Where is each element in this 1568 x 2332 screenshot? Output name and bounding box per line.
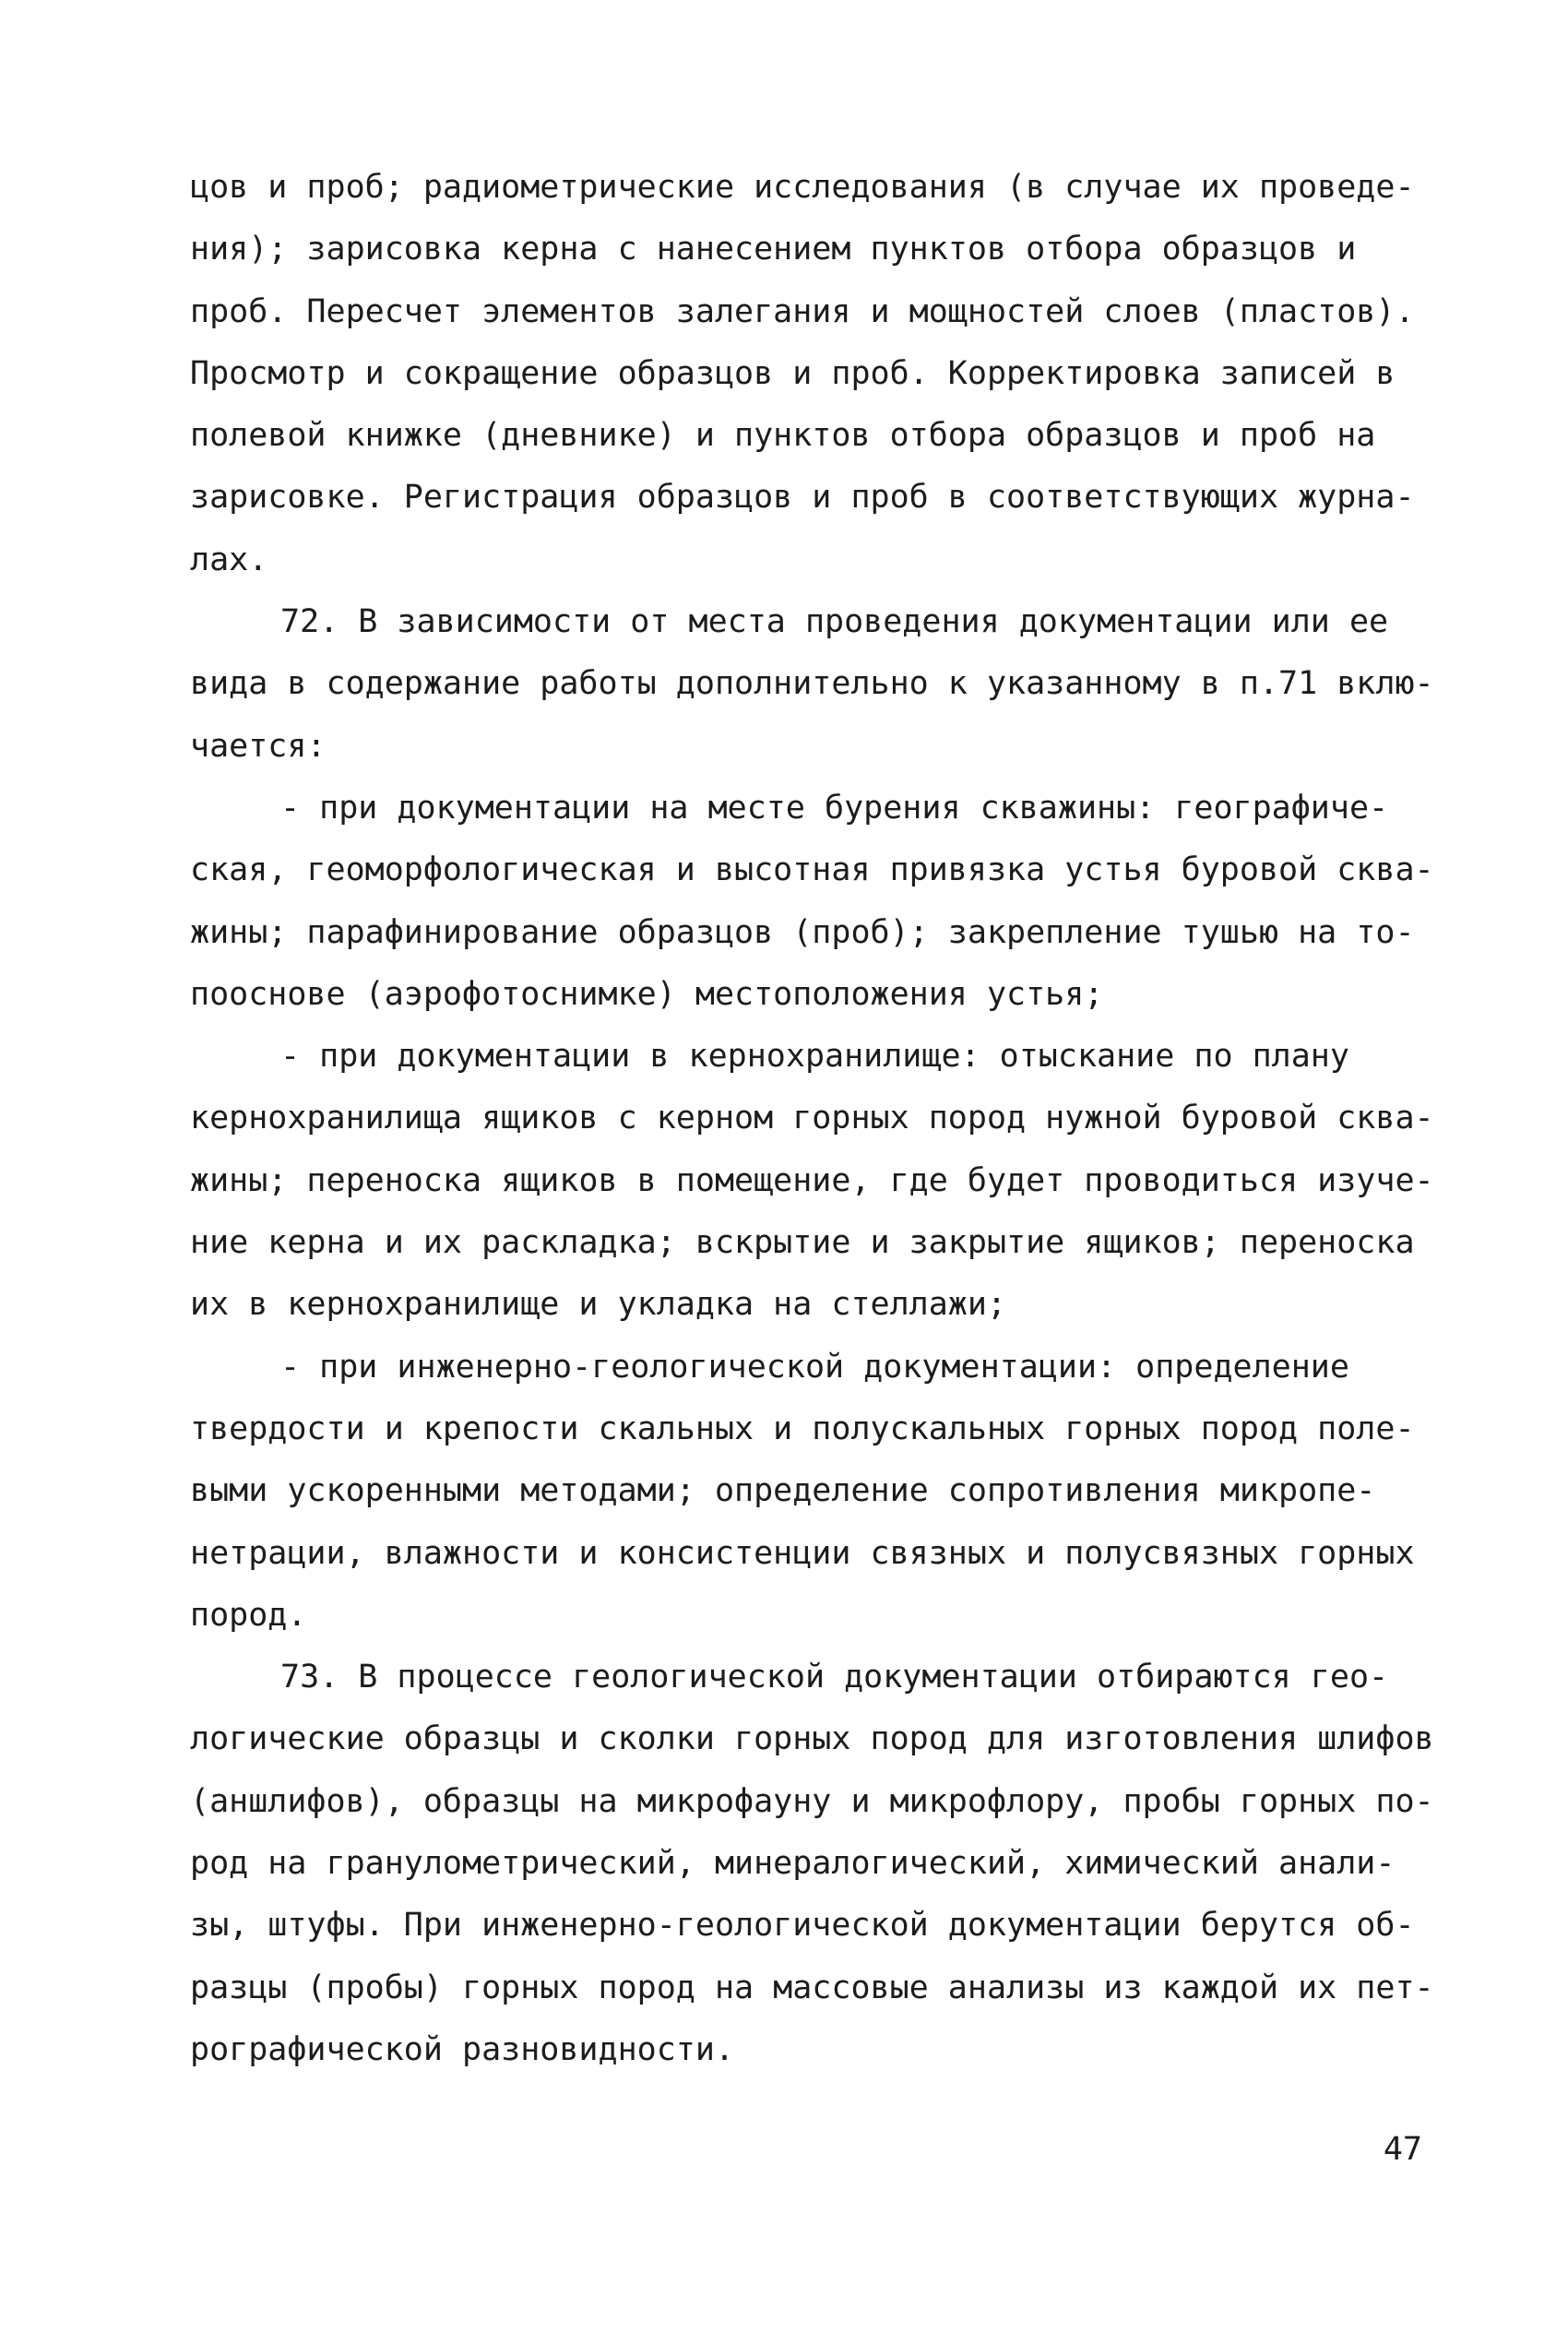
text-line: 73. В процессе геологической документации отбираются гео- — [280, 1659, 1389, 1696]
text-line: - при инженерно-геологической документации: определение — [280, 1348, 1349, 1386]
text-line: чается: — [190, 727, 327, 765]
text-line: жины; переноска ящиков в помещение, где будет проводиться изуче- — [190, 1161, 1434, 1199]
paragraph — [190, 157, 1417, 591]
paragraph — [190, 591, 1434, 778]
text-line: - при документации на месте бурения скважины: географиче- — [280, 789, 1389, 827]
text-line: логические образцы и сколки горных пород для изготовления шлифов — [190, 1720, 1434, 1758]
text-line: разцы (пробы) горных пород на массовые анализы из каждой их пет- — [190, 1969, 1434, 2006]
text-line: лах. — [190, 541, 268, 578]
paragraph — [190, 1647, 1434, 2081]
text-line: зы, штуфы. При инженерно-геологической документации берутся об- — [190, 1907, 1415, 1945]
page-number: 47 — [1383, 2131, 1422, 2168]
body-text — [190, 157, 1434, 2081]
text-line: их в кернохранилище и укладка на стеллажи; — [190, 1286, 1007, 1324]
text-line: твердости и крепости скальных и полускальных горных пород поле- — [190, 1410, 1415, 1447]
text-line: ния); зарисовка керна с нанесением пунктов отбора образцов и — [190, 231, 1357, 268]
text-line: вида в содержание работы дополнительно к указанному в п.71 вклю- — [190, 665, 1434, 703]
text-line: пооснове (аэрофотоснимке) местоположения устья; — [190, 975, 1104, 1013]
paragraph — [190, 1026, 1434, 1336]
text-line: ская, геоморфологическая и высотная привязка устья буровой сква- — [190, 851, 1434, 889]
text-line: проб. Пересчет элементов залегания и мощностей слоев (пластов). — [190, 292, 1415, 330]
text-line: нетрации, влажности и консистенции связных и полусвязных горных — [190, 1534, 1415, 1572]
text-line: Просмотр и сокращение образцов и проб. Корректировка записей в — [190, 354, 1396, 392]
text-line: полевой книжке (дневнике) и пунктов отбора образцов и проб на — [190, 417, 1376, 455]
text-line: (аншлифов), образцы на микрофауну и микрофлору, пробы горных по- — [190, 1782, 1434, 1820]
text-line: зарисовке. Регистрация образцов и проб в соответствующих журна- — [190, 479, 1415, 517]
paragraph — [190, 778, 1434, 1026]
text-line: кернохранилища ящиков с керном горных пород нужной буровой сква- — [190, 1100, 1434, 1137]
text-line: выми ускоренными методами; определение сопротивления микропе- — [190, 1472, 1376, 1510]
text-line: цов и проб; радиометрические исследования (в случае их проведе- — [190, 169, 1415, 206]
text-line: жины; парафинирование образцов (проб); закрепление тушью на то- — [190, 913, 1415, 951]
paragraph — [190, 1337, 1417, 1647]
text-line: 72. В зависимости от места проведения документации или ее — [280, 603, 1389, 641]
text-line: - при документации в кернохранилище: отыскание по плану — [280, 1038, 1349, 1076]
text-line: рографической разновидности. — [190, 2030, 735, 2068]
text-line: пород. — [190, 1596, 307, 1634]
text-line: род на гранулометрический, минералогический, химический анали- — [190, 1845, 1396, 1883]
text-line: ние керна и их раскладка; вскрытие и закрытие ящиков; переноска — [190, 1224, 1415, 1262]
